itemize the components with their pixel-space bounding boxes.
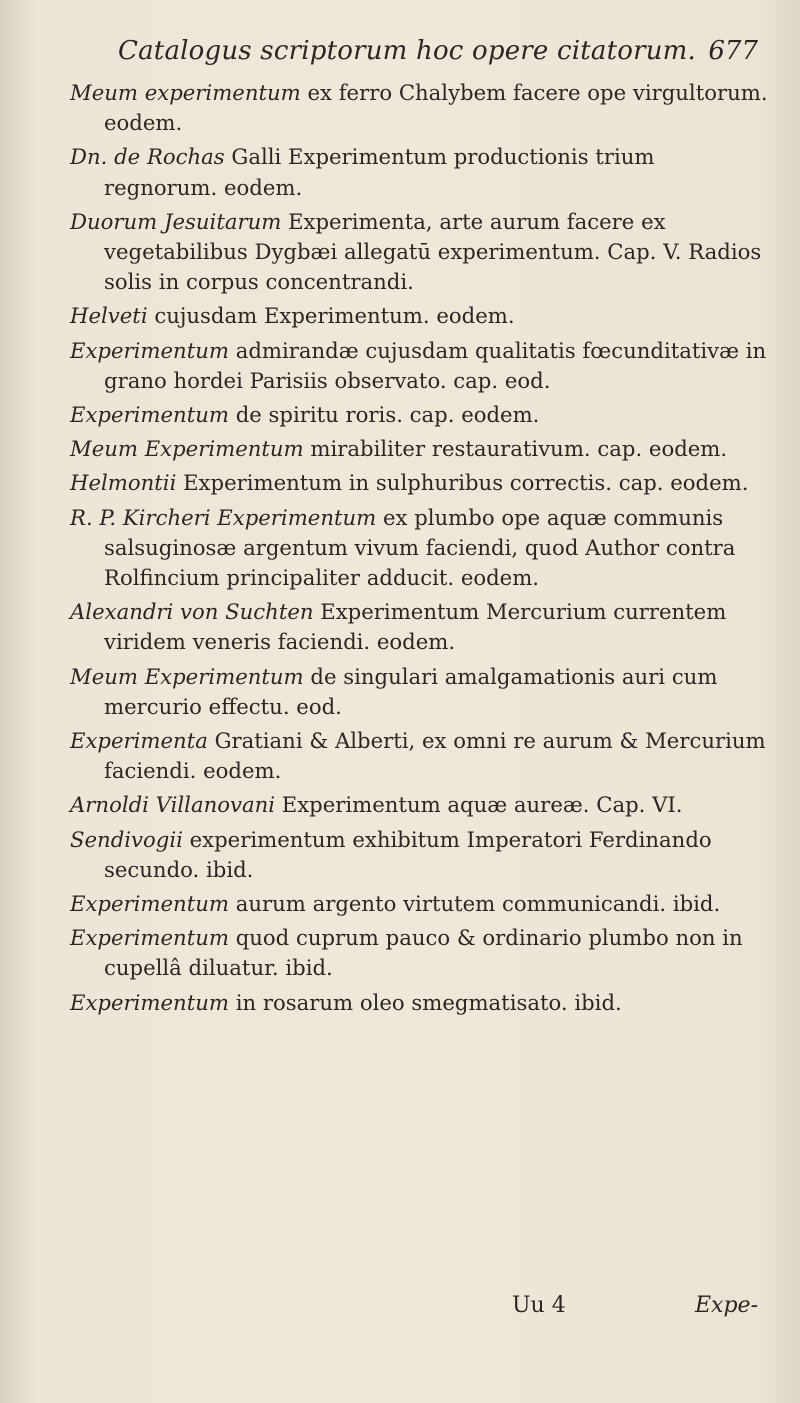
- entry-author: Experimentum: [70, 402, 229, 428]
- entry-text: Gratiani & Alberti, ex omni re aurum & Mercurium faciendi. eodem.: [104, 728, 766, 784]
- entry-text: Experimenta, arte aurum facere ex vegetabilibus Dygbæi allegatū experimentum. Cap. V. Radios solis in corpus concentrandi.: [104, 208, 762, 295]
- running-title: Catalogus scriptorum hoc opere citatorum.: [118, 36, 697, 66]
- entry-text: mirabiliter restaurativum. cap. eodem.: [303, 436, 728, 462]
- entry-text: cujusdam Experimentum. eodem.: [147, 303, 515, 329]
- catalog-entry: [70, 207, 770, 298]
- catalog-entry: [70, 503, 770, 594]
- entry-text: ex ferro Chalybem facere ope virgultorum. eodem.: [104, 80, 768, 136]
- catalog-entry: [70, 825, 770, 885]
- entry-text: admirandæ cujusdam qualitatis fœcunditativæ in grano hordei Parisiis observato. cap. eod.: [104, 337, 767, 393]
- entry-author: Helmontii: [70, 470, 177, 496]
- catalog-entry: [70, 78, 770, 138]
- entry-text: ex plumbo ope aquæ communis salsuginosæ argentum vivum faciendi, quod Author contra Rolfincium principaliter adducit. eodem.: [104, 504, 736, 591]
- entry-text: experimentum exhibitum Imperatori Ferdinando secundo. ibid.: [104, 826, 712, 882]
- catalog-entry: [70, 923, 770, 983]
- entry-author: Dn. de Rochas: [70, 144, 225, 170]
- catalog-entry: [70, 726, 770, 786]
- page-footer: [0, 1293, 800, 1329]
- entry-author: Experimentum: [70, 989, 229, 1015]
- entry-author: R. P. Kircheri Experimentum: [70, 504, 377, 530]
- entry-author: Meum experimentum: [70, 80, 301, 105]
- catalog-entry: [70, 336, 770, 396]
- signature-mark: Uu 4: [512, 1293, 566, 1318]
- catalog-entry: [70, 662, 770, 722]
- catalog-entry: [70, 301, 770, 331]
- entry-author: Duorum Jesuitarum: [70, 208, 282, 234]
- entry-author: Experimentum: [70, 925, 229, 951]
- catalog-entry: [70, 434, 770, 464]
- catalog-entries: [70, 78, 770, 1022]
- catalog-entry: [70, 468, 770, 498]
- entry-author: Alexandri von Suchten: [70, 599, 314, 625]
- catalog-entry: [70, 889, 770, 919]
- entry-author: Arnoldi Villanovani: [70, 792, 275, 818]
- entry-text: aurum argento virtutem communicandi. ibid.: [228, 891, 721, 917]
- catchword: Expe-: [695, 1293, 759, 1318]
- page-number: 677: [708, 36, 758, 66]
- catalog-entry: [70, 597, 770, 657]
- catalog-entry: [70, 142, 770, 202]
- entry-text: in rosarum oleo smegmatisato. ibid.: [228, 989, 622, 1015]
- entry-author: Experimentum: [70, 337, 229, 363]
- entry-text: de spiritu roris. cap. eodem.: [228, 402, 540, 428]
- entry-author: Meum Experimentum: [70, 663, 304, 689]
- entry-author: Meum Experimentum: [70, 436, 304, 462]
- page-header: [118, 36, 758, 76]
- entry-author: Experimentum: [70, 891, 229, 917]
- entry-author: Experimenta: [70, 728, 208, 754]
- catalog-entry: [70, 790, 770, 820]
- entry-text: Experimentum aquæ aureæ. Cap. VI.: [275, 792, 683, 818]
- entry-text: Galli Experimentum productionis trium regnorum. eodem.: [104, 144, 655, 200]
- entry-author: Sendivogii: [70, 826, 183, 852]
- entry-text: Experimentum Mercurium currentem viridem veneris faciendi. eodem.: [104, 599, 727, 655]
- catalog-entry: [70, 988, 770, 1018]
- entry-author: Helveti: [70, 303, 148, 329]
- entry-text: Experimentum in sulphuribus correctis. cap. eodem.: [176, 470, 749, 496]
- catalog-entry: [70, 400, 770, 430]
- entry-text: de singulari amalgamationis auri cum mercurio effectu. eod.: [104, 663, 718, 719]
- entry-text: quod cuprum pauco & ordinario plumbo non in cupellâ diluatur. ibid.: [104, 925, 743, 981]
